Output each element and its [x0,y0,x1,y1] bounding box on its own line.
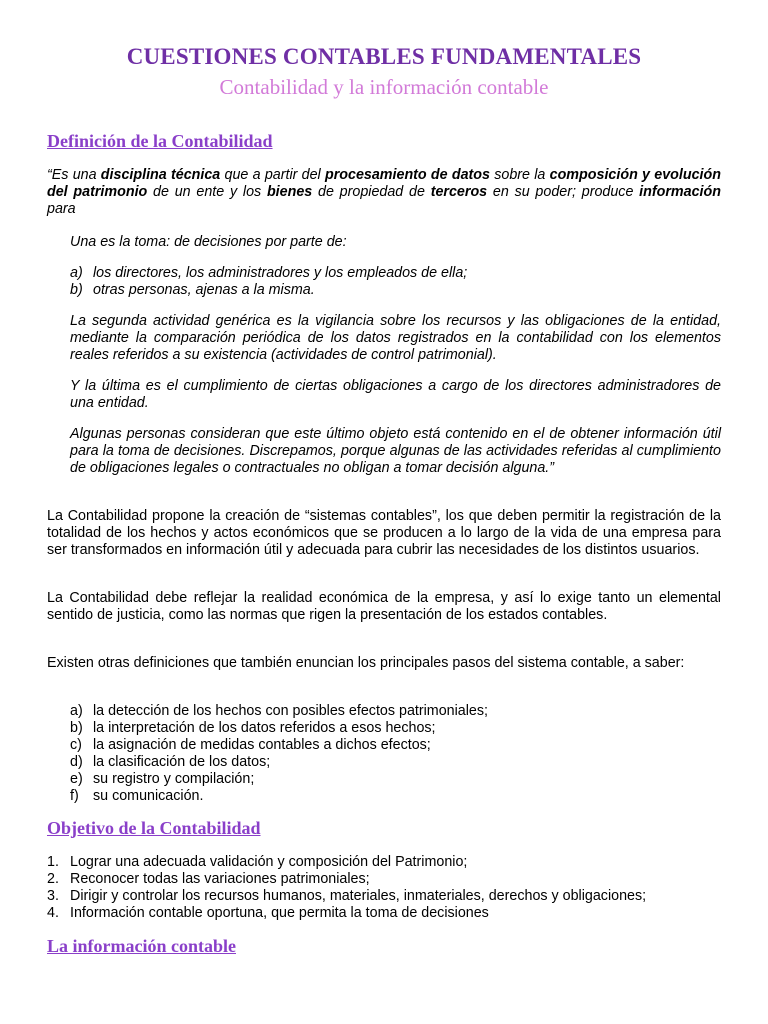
quote-text: sobre la [489,167,550,183]
list-marker: f) [70,788,79,804]
list-item [70,771,721,788]
list-item-text: los directores, los administradores y los empleados de ella; [93,265,468,281]
body-paragraph-definiciones: Existen otras definiciones que también enuncian los principales pasos del sistema contable, a saber: [47,655,685,671]
quote-decision-list [70,265,721,299]
quote-text: de un ente y los [147,184,267,200]
list-item-text: su registro y compilación; [93,771,255,787]
list-item [70,282,721,299]
list-marker: 4. [47,905,59,921]
quote-text: de propiedad de [312,184,431,200]
quote-third-activity: Y la última es el cumplimiento de ciertas obligaciones a cargo de los directores administradores de una entidad. [70,378,721,411]
list-marker: b) [70,720,83,736]
list-item [47,871,721,888]
quote-bold-term: composición y evolución del patrimonio [47,167,721,200]
quote-second-activity: La segunda actividad genérica es la vigilancia sobre los recursos y las obligaciones de la entidad, mediante la comparación periódica de los datos registrados en la contabilidad con los elementos reales referidos a su existencia (actividades de control patrimonial). [70,313,721,363]
list-item [70,754,721,771]
body-paragraph-realidad: La Contabilidad debe reflejar la realidad económica de la empresa, y así lo exige tanto un elemental sentido de justicia, como las normas que rigen la presentación de los estados contables. [47,590,721,623]
list-item [70,703,721,720]
objectives-list [47,854,721,922]
list-marker: c) [70,737,82,753]
list-item-text: Reconocer todas las variaciones patrimoniales; [70,871,370,887]
steps-list [70,703,721,805]
quote-first-activity: Una es la toma: de decisiones por parte de: [70,234,347,250]
list-marker: b) [70,282,83,298]
quote-fourth-paragraph: Algunas personas consideran que este último objeto está contenido en el de obtener información útil para la toma de decisiones. Discrepamos, porque algunas de las actividades referidas al cumplimiento de obligaciones legales o contractuales no obligan a tomar decisión alguna.” [70,426,721,476]
list-marker: a) [70,703,83,719]
list-item [47,888,721,905]
list-marker: 1. [47,854,59,870]
list-item-text: la interpretación de los datos referidos a esos hechos; [93,720,436,736]
body-paragraph-sistemas: La Contabilidad propone la creación de “sistemas contables”, los que deben permitir la registración de la totalidad de los hechos y actos económicos que se producen a lo largo de la vida de una empresa para ser transformados en información útil y adecuada para cubrir las necesidades de los distintos usuarios. [47,508,721,558]
document-title: CUESTIONES CONTABLES FUNDAMENTALES [126,44,642,69]
list-item-text: otras personas, ajenas a la misma. [93,282,315,298]
section-heading-definicion: Definición de la Contabilidad [47,131,273,151]
list-item-text: la clasificación de los datos; [93,754,271,770]
list-marker: a) [70,265,83,281]
list-marker: 2. [47,871,59,887]
list-item-text: su comunicación. [93,788,204,804]
list-item-text: la detección de los hechos con posibles efectos patrimoniales; [93,703,488,719]
quote-bold-term: procesamiento de datos [324,167,490,183]
list-item-text: la asignación de medidas contables a dichos efectos; [93,737,431,753]
quote-bold-term: terceros [430,184,488,200]
quote-bold-term: disciplina técnica [100,167,221,183]
list-item-text: Información contable oportuna, que permita la toma de decisiones [70,905,489,921]
quote-bold-term: bienes [266,184,313,200]
document-subtitle: Contabilidad y la información contable [219,75,549,99]
list-item [70,788,721,805]
list-marker: 3. [47,888,59,904]
quote-bold-term: información [639,184,721,200]
list-item [70,265,721,282]
section-heading-informacion: La información contable [47,936,236,956]
list-item [70,737,721,754]
quote-text: para [47,201,76,217]
list-marker: e) [70,771,83,787]
section-heading-objetivo: Objetivo de la Contabilidad [47,818,261,838]
list-item [47,854,721,871]
list-item [70,720,721,737]
quote-text: que a partir del [220,167,325,183]
list-marker: d) [70,754,83,770]
list-item [47,905,721,922]
quote-intro-paragraph [47,167,721,218]
quote-text: “Es una [47,167,101,183]
list-item-text: Lograr una adecuada validación y composición del Patrimonio; [70,854,468,870]
list-item-text: Dirigir y controlar los recursos humanos, materiales, inmateriales, derechos y obligaciones; [70,888,647,904]
quote-text: en su poder; produce [487,184,640,200]
